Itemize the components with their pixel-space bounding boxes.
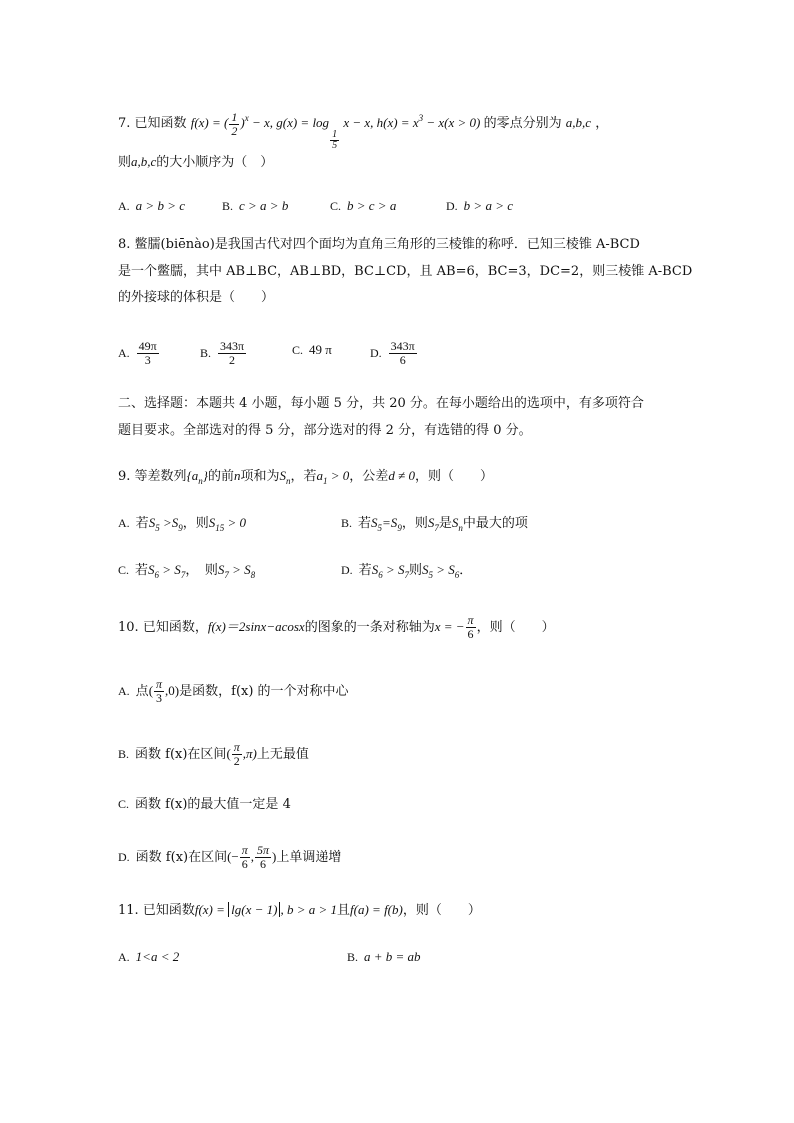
q7-line2 bbox=[118, 152, 273, 173]
q10-option-a: A. 点( $\frac{\pi}{3}$ ,0)是函数，f(x) 的一个对称中心 bbox=[118, 677, 349, 705]
q7-line1: 7. 已知函数 f(x) = ( $\frac{1}{2}$ )$^x$ − x, g(x) = log $\frac{1}{5}$ x − x, $h(x) = x^3 - x(x > 0)$ 的零点分别为 a,b,c ， bbox=[118, 109, 609, 151]
q10-option-b: B. 函数 f(x)在区间( $\frac{\pi}{2}$ ,π)上无最值 bbox=[118, 740, 309, 768]
q8-option-d: D. $\frac{343\pi}{6}$ bbox=[370, 339, 415, 367]
q7-option-a: A. a > b > c bbox=[118, 198, 185, 213]
q7-formula: f(x) = ( $\frac{1}{2}$ )$^x$ − x, g(x) = log $\frac{1}{5}$ x − x, $h(x) = x^3 - x(x > 0)$ bbox=[190, 109, 484, 151]
q10-option-c: C. 函数 f(x)的最大值一定是 4 bbox=[118, 797, 291, 812]
q10-stem: 10. 已知函数，f(x)＝2sinx−acosx的图象的一条对称轴为x = − $\frac{\pi}{6}$ ，则（ ） bbox=[118, 613, 555, 641]
q7-option-b: B. c > a > b bbox=[222, 198, 289, 213]
q9-number: 9. bbox=[118, 469, 131, 484]
q11-option-b: B. a + b = ab bbox=[347, 949, 421, 964]
q9-option-b: B. 若$S_5=S_9$，则$S_7$是$S_n$中最大的项 bbox=[341, 515, 528, 533]
q10-option-d: D. 函数 f(x)在区间(− $\frac{\pi}{6}$ , $\frac{5\pi}{6}$ )上单调递增 bbox=[118, 843, 342, 871]
q9-option-a: A. 若$S_5 >S_9$，则$S_{15} > 0$ bbox=[118, 515, 247, 533]
q8-line3 bbox=[118, 288, 274, 308]
q8-number: 8. bbox=[118, 237, 131, 252]
q8-text-1: 鳖臑(biēnào)是我国古代对四个面均为直角三角形的三棱锥的称呼．已知三棱锥 A-BCD bbox=[134, 237, 640, 252]
q7-vars: a,b,c bbox=[565, 115, 592, 130]
q11-number: 11. bbox=[118, 903, 139, 918]
q7-line2-vars: a,b,c bbox=[131, 154, 157, 169]
q7-intro: 已知函数 bbox=[134, 116, 187, 131]
q8-line1 bbox=[118, 235, 640, 255]
q7-option-c: C. b > c > a bbox=[330, 198, 397, 213]
section2-line2: 题目要求。全部选对的得 5 分，部分选对的得 2 分，有选错的得 0 分。 bbox=[118, 423, 532, 438]
q9-option-d: D. 若$S_6 > S_7$则$S_5 > S_6$． bbox=[341, 562, 473, 580]
q8-option-b: B. $\frac{343\pi}{2}$ bbox=[200, 339, 245, 367]
q8-option-c: C. 49 π bbox=[292, 342, 332, 357]
q8-option-a: A. $\frac{49\pi}{3}$ bbox=[118, 339, 157, 367]
q7-tail: 的零点分别为 bbox=[483, 116, 562, 131]
q7-option-d: D. b > a > c bbox=[446, 198, 513, 213]
q8-text-2: 是一个鳖臑，其中 AB⊥BC，AB⊥BD，BC⊥CD，且 AB=6，BC=3，DC=2，则三棱锥 A-BCD bbox=[118, 264, 693, 279]
q10-number: 10. bbox=[118, 620, 139, 635]
q7-number: 7. bbox=[118, 116, 131, 131]
q9-option-c: C. 若$S_6 > S_7$， 则$S_7 > S_8$ bbox=[118, 562, 256, 580]
q7-line2-pre: 则 bbox=[118, 155, 132, 170]
q7-line2-post: 的大小顺序为（ ） bbox=[156, 155, 274, 170]
q8-text-3: 的外接球的体积是（ ） bbox=[118, 290, 275, 305]
section2-line1: 二、选择题：本题共 4 小题，每小题 5 分，共 20 分。在每小题给出的选项中，有多项符合 bbox=[118, 396, 644, 411]
q8-line2 bbox=[118, 262, 692, 282]
q9-stem: 9. 等差数列$\{a_n\}$的前n项和为$S_n$，若$a_1 > 0$，公差d ≠ 0，则（ ） bbox=[118, 468, 493, 486]
q11-stem: 11. 已知函数f(x) = lg(x − 1) , b > a > 1且f(a) = f(b)，则（ ） bbox=[118, 902, 481, 918]
q11-option-a: A. 1<a < 2 bbox=[118, 949, 180, 964]
